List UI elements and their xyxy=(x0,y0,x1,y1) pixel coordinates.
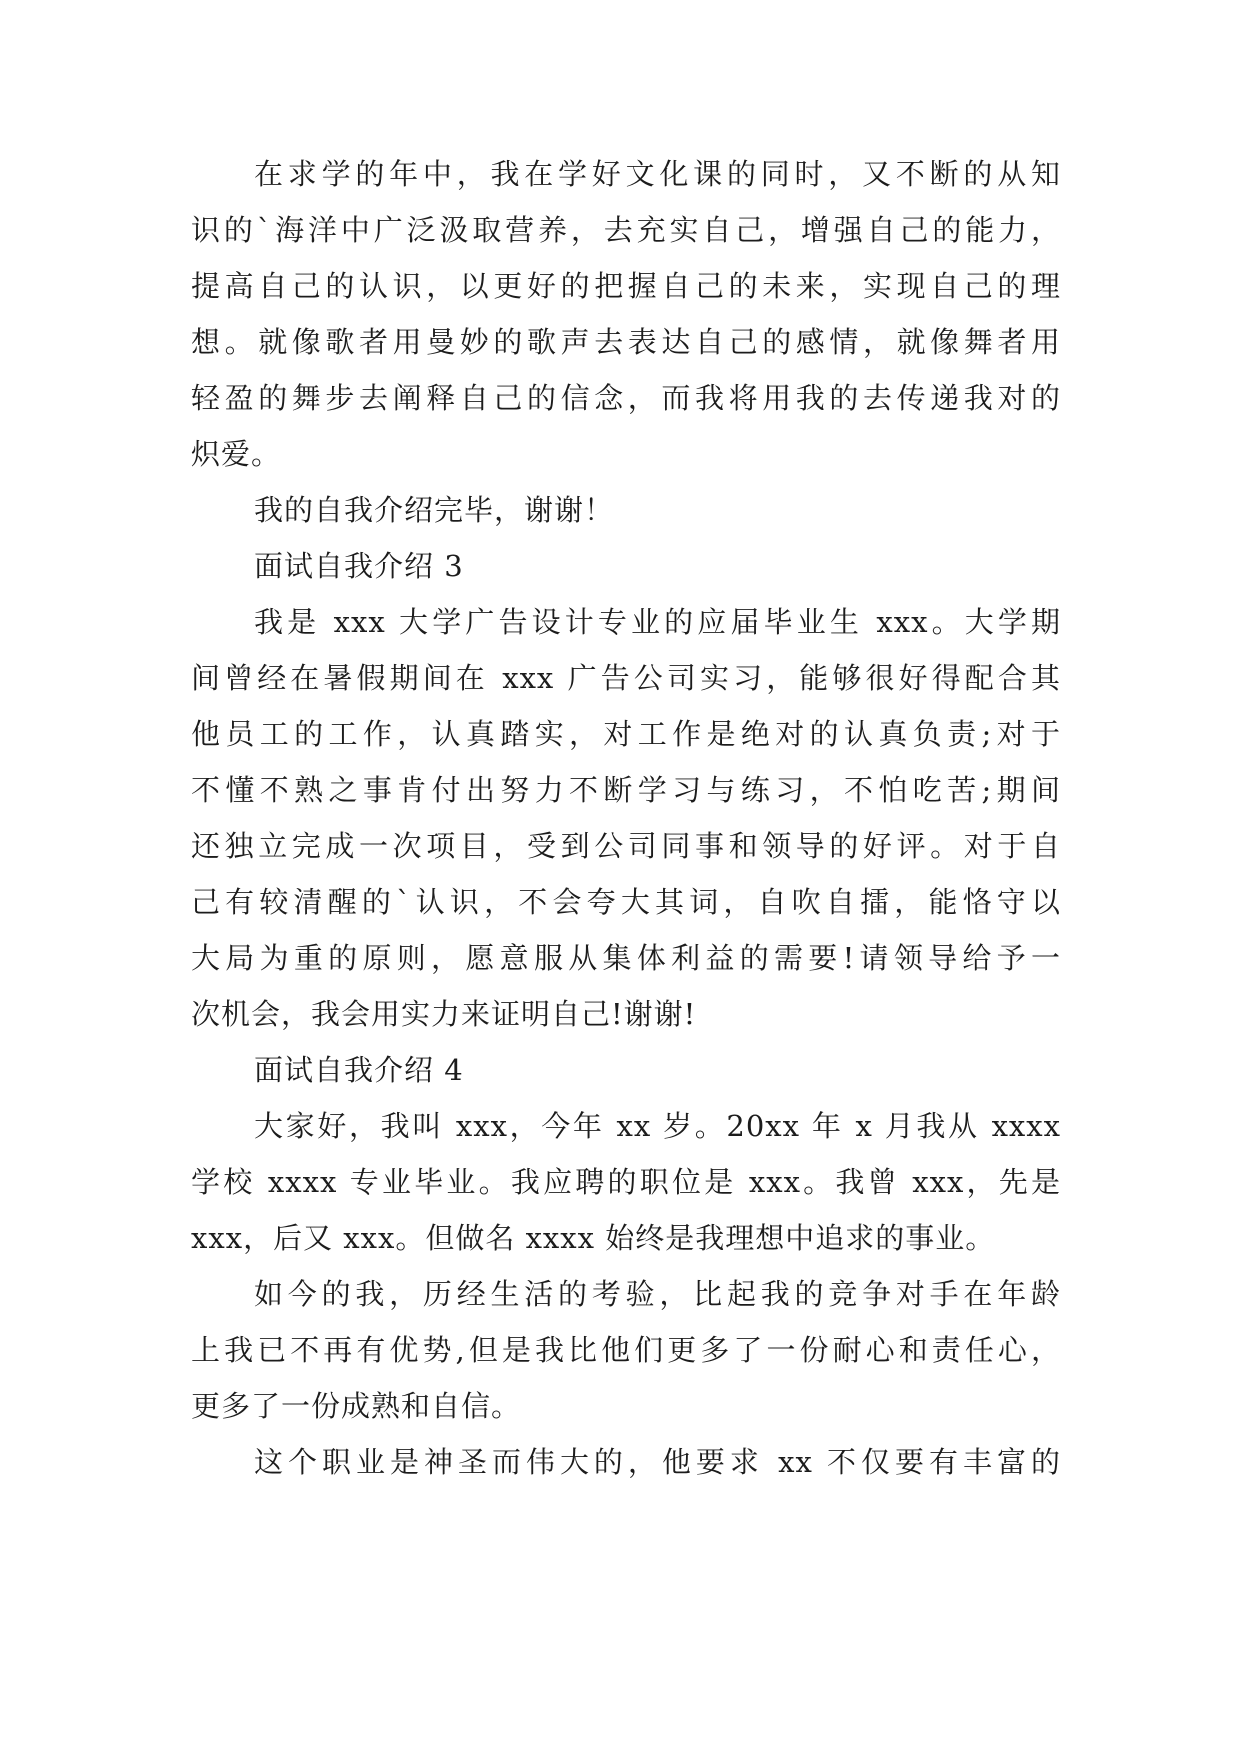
paragraph-line: 大家好，我叫 xxx，今年 xx 岁。20xx 年 x 月我从 xxxx xyxy=(254,1109,1061,1143)
paragraph-line: 在求学的年中，我在学好文化课的同时，又不断的从知 xyxy=(254,157,1061,191)
paragraph-line: 我的自我介绍完毕，谢谢！ xyxy=(254,493,615,527)
paragraph-line: 间曾经在暑假期间在 xxx 广告公司实习，能够很好得配合其 xyxy=(191,661,1061,695)
paragraph-line: 次机会，我会用实力来证明自己!谢谢! xyxy=(191,997,697,1031)
paragraph-line: 还独立完成一次项目，受到公司同事和领导的好评。对于自 xyxy=(191,829,1061,863)
paragraph-line: 我是 xxx 大学广告设计专业的应届毕业生 xxx。大学期 xyxy=(254,605,1061,639)
paragraph-line: 炽爱。 xyxy=(191,437,282,471)
paragraph-line: 他员工的工作，认真踏实，对工作是绝对的认真负责;对于 xyxy=(191,717,1061,751)
paragraph-line: 上我已不再有优势,但是我比他们更多了一份耐心和责任心， xyxy=(191,1333,1061,1367)
section-heading: 面试自我介绍 3 xyxy=(254,549,464,583)
paragraph-line: 想。就像歌者用曼妙的歌声去表达自己的感情，就像舞者用 xyxy=(191,325,1061,359)
paragraph-line: xxx，后又 xxx。但做名 xxxx 始终是我理想中追求的事业。 xyxy=(191,1221,996,1255)
paragraph-line: 提高自己的认识，以更好的把握自己的未来，实现自己的理 xyxy=(191,269,1061,303)
section-heading: 面试自我介绍 4 xyxy=(254,1053,464,1087)
paragraph-line: 己有较清醒的`认识，不会夸大其词，自吹自擂，能恪守以 xyxy=(191,885,1061,919)
paragraph-line: 学校 xxxx 专业毕业。我应聘的职位是 xxx。我曾 xxx，先是 xyxy=(191,1165,1061,1199)
paragraph-line: 如今的我，历经生活的考验，比起我的竞争对手在年龄 xyxy=(254,1277,1061,1311)
paragraph-line: 识的`海洋中广泛汲取营养，去充实自己，增强自己的能力， xyxy=(191,213,1061,247)
paragraph-line: 大局为重的原则，愿意服从集体利益的需要!请领导给予一 xyxy=(191,941,1061,975)
paragraph-line: 轻盈的舞步去阐释自己的信念，而我将用我的去传递我对的 xyxy=(191,381,1061,415)
paragraph-line: 不懂不熟之事肯付出努力不断学习与练习，不怕吃苦;期间 xyxy=(191,773,1061,807)
paragraph-line: 更多了一份成熟和自信。 xyxy=(191,1389,522,1423)
paragraph-line: 这个职业是神圣而伟大的，他要求 xx 不仅要有丰富的 xyxy=(254,1445,1061,1479)
